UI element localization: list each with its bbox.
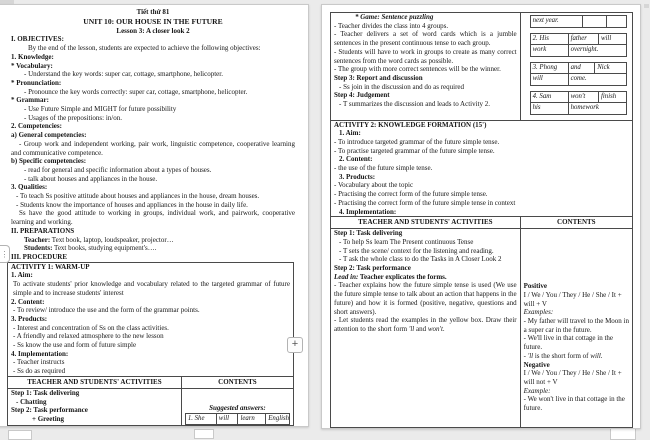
doc-line: - Practising the correct form of the future simple tense in context [334,198,516,207]
table-cell: 2. His [531,34,569,45]
doc-line: Lesson 3: A closer look 2 [116,26,190,35]
table-row [531,73,626,85]
doc-line: - The group with more correct sentences will be the winner. [334,65,501,74]
table-cell: father [569,34,599,45]
contents-cell [521,13,632,120]
activities-cell [8,389,182,425]
word-card-table-3 [530,62,627,86]
doc-line: + Greeting [32,414,65,423]
table-header-row [8,377,293,389]
doc-line: - T summarizes the discussion and leads to Activity 2. [339,100,490,109]
doc-line: Ss have the good attitude to working in groups, individual work, and pairwork, cooperative learning and working. [11,209,295,227]
word-card-table-2 [530,33,627,57]
doc-line: Step 3: Report and discussion [334,73,423,82]
doc-line: I / We / You / They / He / She / It + will + V [523,290,622,308]
doc-line: - To review/ introduce the use and the form of the grammar points. [13,306,200,315]
page1-heading-block [11,8,295,262]
doc-line: - We'll live in that cottage in the future. [523,334,614,352]
table-body-row [331,13,632,120]
doc-line: 1. Knowledge: [11,52,54,61]
table-cell: finish [601,92,617,100]
activities-cell [331,229,521,427]
doc-line: Tiết thứ 81 [136,8,170,16]
doc-line: - Understand the key words: super car, cottage, smartphone, helicopter. [24,70,223,79]
doc-line: ACTIVITY 1: WARM-UP [11,262,90,271]
table-cell: work [531,45,569,56]
doc-line: - Teacher instructs [13,358,65,367]
doc-line: - To practise targeted grammar of the future simple tense. [334,146,495,155]
doc-line: - Chatting [16,397,47,406]
doc-line: Step 4: Judgement [334,91,390,100]
contents-cell [521,229,632,427]
doc-line: * Game: Sentence puzzling [355,13,434,21]
doc-line: 3. Qualities: [11,183,48,192]
doc-line: - read for general and specific information about a types of houses. [24,165,212,174]
suggested-answers-caption: Suggested answers: [209,403,266,412]
doc-line: - Group work and independent working, pair work, linguistic competence, cooperative learning and communicative competence. [11,139,295,157]
table-row [186,414,289,425]
table-cell: next year. [531,16,583,27]
table-cell: will [217,414,239,425]
doc-line: Step 2: Task performance [11,406,88,415]
doc-line: 2. Competencies: [11,122,62,131]
doc-line: - Teacher divides the class into 4 groups. [334,21,449,30]
doc-line: ACTIVITY 2: KNOWLEDGE FORMATION (15') [334,120,487,129]
table-cell: 1. She [186,414,217,425]
doc-line: Teacher: Text book, laptop, loudspeaker, projector… [24,235,174,244]
doc-line: - To introduce targeted grammar of the future simple tense. [334,137,500,146]
doc-line: - Students will have to work in groups to create as many correct sentences from the word cards as possible. [334,47,517,65]
doc-line: I / We / You / They / He / She / It + will not + V [523,369,622,386]
doc-line: * Grammar: [11,96,49,105]
table-cell [583,16,607,27]
table-row [531,44,626,56]
table-cell: overnight. [570,46,599,53]
doc-line: 3. Products: [339,172,376,181]
sidebar-handle[interactable] [0,245,10,263]
doc-line: - A friendly and relaxed atmosphere to the new lesson [13,332,164,341]
header-contents: CONTENTS [557,218,596,227]
doc-line: III. PROCEDURE [11,252,68,261]
table-row [531,16,626,27]
doc-line: - talk about houses and appliances in the house. [24,174,158,183]
table-cell: 3. Phong [531,63,569,74]
table-cell: learn [238,414,266,425]
document-page-2 [321,4,641,429]
doc-line: I. OBJECTIVES: [11,35,64,44]
doc-line: - 'll is the short form of will. [523,351,603,360]
suggested-answers-table [185,413,290,426]
doc-line: Example: [523,386,551,395]
doc-line: By the end of the lesson, students are expected to achieve the following objectives: [28,44,261,53]
doc-line: UNIT 10: OUR HOUSE IN THE FUTURE [83,16,223,26]
word-card-table-4 [530,91,627,115]
activity1-table-continued [330,12,633,121]
doc-line: - the use of the future simple tense. [334,164,433,173]
word-card-table-1 [530,15,627,28]
table-cell: won't [569,92,599,103]
doc-line: Step 1: Task delivering [11,388,80,397]
table-body-row [8,389,293,425]
table-cell: his [531,103,569,114]
doc-line: To activate students' prior knowledge and vocabulary related to the targeted grammar of future simple and to increase students' interest [13,280,290,297]
table-cell: English [268,414,289,422]
table-cell: Nick [597,63,610,71]
doc-line: Students: Text books, studying equipment's…. [24,244,157,253]
header-teacher-students-activities: TEACHER AND STUDENTS' ACTIVITIES [331,217,521,228]
doc-line: - Ss do as required [13,367,66,376]
document-page-1 [0,4,309,427]
doc-line: 4. Implementation: [339,207,397,216]
next-page-edge [610,428,636,440]
next-page-edge [194,429,214,439]
doc-line: - Interest and concentration of Ss on the class activities. [13,323,169,332]
activities-cell [331,13,521,120]
table-cell: will [531,74,569,85]
doc-line: - Vocabulary about the topic [334,181,414,190]
activity1-box [7,262,294,377]
table-cell: will [601,34,612,42]
doc-line: 2. Content: [339,155,373,164]
table-header-row [331,217,632,229]
doc-line: - Practising the correct form of the future simple tense. [334,190,488,199]
table-row [531,34,626,45]
doc-line: - T ask the whole class to do the Tasks in A Closer Look 2 [339,255,502,264]
table-cell: 4. Sam [531,92,569,103]
doc-line: 1. Aim: [339,129,361,138]
next-page-edge [8,430,32,440]
activity2-table [330,216,633,428]
doc-line: - Usages of the prepositions: in/on. [24,113,122,122]
doc-line: - We won't live in that cottage in the future. [523,395,625,413]
doc-line: - To help Ss learn The Present continuous Tense [339,237,474,246]
doc-line: Examples: [523,308,554,317]
doc-line: - Use Future Simple and MIGHT for future possibility [24,105,177,114]
activity1-table [7,376,294,426]
table-cell [607,16,626,27]
doc-line: 2. Content: [11,297,45,306]
doc-line: - Teacher delivers a set of word cards which is a jumble sentences in the present continuous tense to each group. [334,30,517,48]
doc-line: 1. Aim: [11,271,33,280]
table-cell: and [569,63,596,74]
doc-line: - Students know the importance of houses and appliances in the house in daily life. [16,200,248,209]
doc-line: Negative [523,360,550,369]
table-row [531,63,626,74]
doc-line: - Pronounce the key words correctly: super car, cottage, smartphone, helicopter. [24,87,248,96]
vertical-dots-icon: ⋮ [0,249,9,259]
contents-cell [182,389,293,425]
doc-line: - To teach Ss positive attitude about houses and appliances in the house, dream houses. [16,192,260,201]
doc-line: 4. Implementation: [11,349,69,358]
doc-line: * Pronunciation: [11,78,62,87]
table-row [531,92,626,103]
doc-line: 3. Products: [11,314,48,323]
header-contents: CONTENTS [218,377,257,386]
table-row [531,102,626,114]
doc-line: Step 2: Task performance [334,264,411,273]
doc-line: - Ss join in the discussion and do as required [339,82,465,91]
doc-line: - My father will travel to the Moon in a super car in the future. [523,317,629,334]
header-teacher-students-activities: TEACHER AND STUDENTS' ACTIVITIES [8,377,182,388]
table-cell: come. [570,75,587,82]
doc-line: Step 1: Task delivering [334,229,403,238]
doc-line: II. PREPARATIONS [11,226,75,235]
doc-line: - Ss know the use and form of future simple [13,341,137,350]
activity2-box [330,120,633,218]
doc-line: b) Specific competencies: [11,157,87,166]
doc-line: Positive [523,282,547,291]
doc-line: a) General competencies: [11,131,87,140]
doc-line: - Let students read the examples in the yellow box. Draw their attention to the short form 'll and won't. [334,316,517,333]
table-body-row [331,229,632,427]
previous-page-edge [644,4,649,8]
table-cell: homework [570,104,599,111]
doc-line: * Vocabulary: [11,61,53,70]
doc-line: - T sets the scene/ context for the listening and reading. [339,246,494,255]
doc-line: - Teacher explains how the future simple tense is used (We use the future simple tense to talk about an action that happens in the future) and how it is formed (positive, negative, questions and short answers). [334,281,517,316]
doc-line: Lead in: Teacher explicates the forms. [334,272,447,281]
zoom-in-button[interactable]: + [287,337,303,353]
